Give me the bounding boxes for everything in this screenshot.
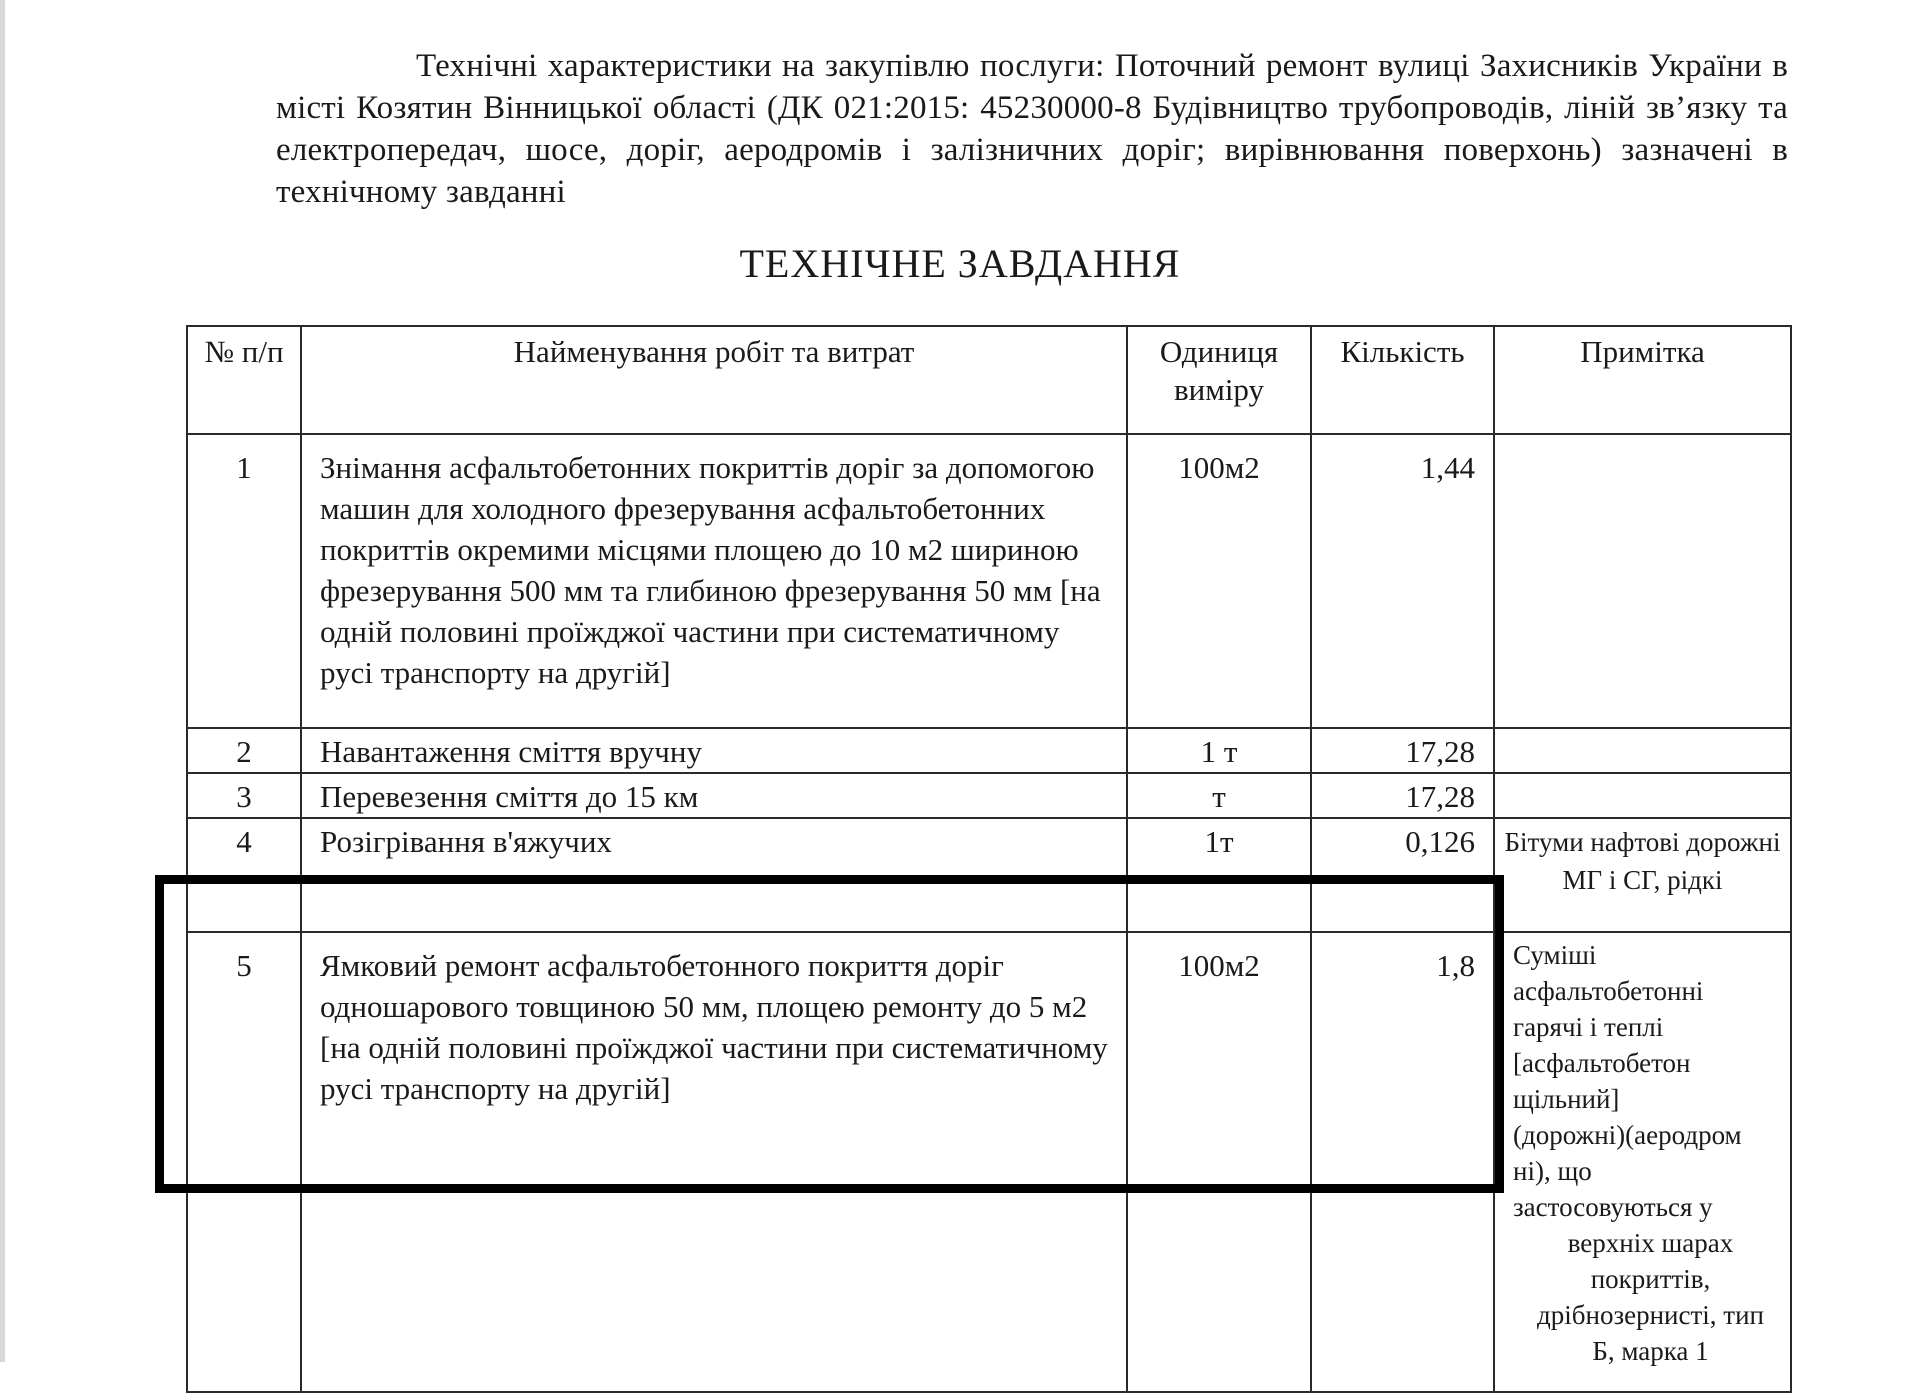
row-name: Знімання асфальтобетонних покриттів доріг за допомогою машин для холодного фрезерування асфальтобетонних покриттів окремими місцями площею до 10 м2 шириною фрезерування 500 мм та глибиною фрезерування 50 мм [на одній половині проїжджої частини при систематичному русі транспорту на другій]	[301, 434, 1127, 728]
row-name: Ямковий ремонт асфальтобетонного покриття доріг одношарового товщиною 50 мм, площею ремонту до 5 м2 [на одній половині проїжджої частини при систематичному русі транспорту на другій]	[301, 932, 1127, 1392]
header-name: Найменування робіт та витрат	[301, 326, 1127, 434]
note-line: щільний]	[1513, 1084, 1620, 1114]
note-line: (дорожні)(аеродром	[1513, 1120, 1742, 1150]
header-qty: Кількість	[1311, 326, 1494, 434]
row-note	[1494, 728, 1791, 773]
note-line: верхніх шарах	[1567, 1228, 1734, 1258]
row-note	[1494, 773, 1791, 818]
header-note: Примітка	[1494, 326, 1791, 434]
note-line: Б, марка 1	[1592, 1336, 1709, 1366]
table-header-row	[187, 326, 1791, 434]
row-qty: 1,8	[1311, 932, 1494, 1392]
row-name: Перевезення сміття до 15 км	[301, 773, 1127, 818]
row-unit: 100м2	[1127, 434, 1311, 728]
note-line: Суміші	[1513, 940, 1597, 970]
row-unit: т	[1127, 773, 1311, 818]
note-line: асфальтобетонні	[1513, 976, 1704, 1006]
row-num: 1	[187, 434, 301, 728]
note-line: застосовуються у	[1513, 1192, 1713, 1222]
row-qty: 1,44	[1311, 434, 1494, 728]
header-unit: Одиниця виміру	[1127, 326, 1311, 434]
row-num: 3	[187, 773, 301, 818]
row-num: 4	[187, 818, 301, 932]
intro-paragraph: Технічні характеристики на закупівлю послуги: Поточний ремонт вулиці Захисників України в місті Козятин Вінницької області (ДК 021:2015: 45230000-8 Будівництво трубопроводів, ліній зв’язку та електропередач, шосе, доріг, аеродромів і залізничних доріг; вирівнювання поверхонь) зазначені в технічному завданні	[276, 48, 1788, 210]
note-line: ні), що	[1513, 1156, 1592, 1186]
note-line: гарячі і теплі	[1513, 1012, 1664, 1042]
row-note: Бітуми нафтові дорожні МГ і СГ, рідкі	[1494, 818, 1791, 932]
row-num: 5	[187, 932, 301, 1392]
row-qty: 0,126	[1311, 818, 1494, 932]
document-title: ТЕХНІЧНЕ ЗАВДАННЯ	[739, 241, 1181, 286]
table-row	[187, 932, 1791, 1392]
table-row	[187, 434, 1791, 728]
row-unit: 1т	[1127, 818, 1311, 932]
row-note	[1494, 434, 1791, 728]
table-row	[187, 773, 1791, 818]
page-edge	[0, 0, 5, 1362]
table-row	[187, 728, 1791, 773]
row-unit: 1 т	[1127, 728, 1311, 773]
note-line: покриттів,	[1590, 1264, 1711, 1294]
row-unit: 100м2	[1127, 932, 1311, 1392]
note-line: [асфальтобетон	[1513, 1048, 1691, 1078]
row-qty: 17,28	[1311, 728, 1494, 773]
row-name: Навантаження сміття вручну	[301, 728, 1127, 773]
spec-table	[186, 325, 1792, 1393]
header-num: № п/п	[187, 326, 301, 434]
note-line: дрібнозернисті, тип	[1537, 1300, 1764, 1330]
row-qty: 17,28	[1311, 773, 1494, 818]
row-note	[1494, 932, 1791, 1392]
row-name: Розігрівання в'яжучих	[301, 818, 1127, 932]
table-row	[187, 818, 1791, 932]
row-num: 2	[187, 728, 301, 773]
